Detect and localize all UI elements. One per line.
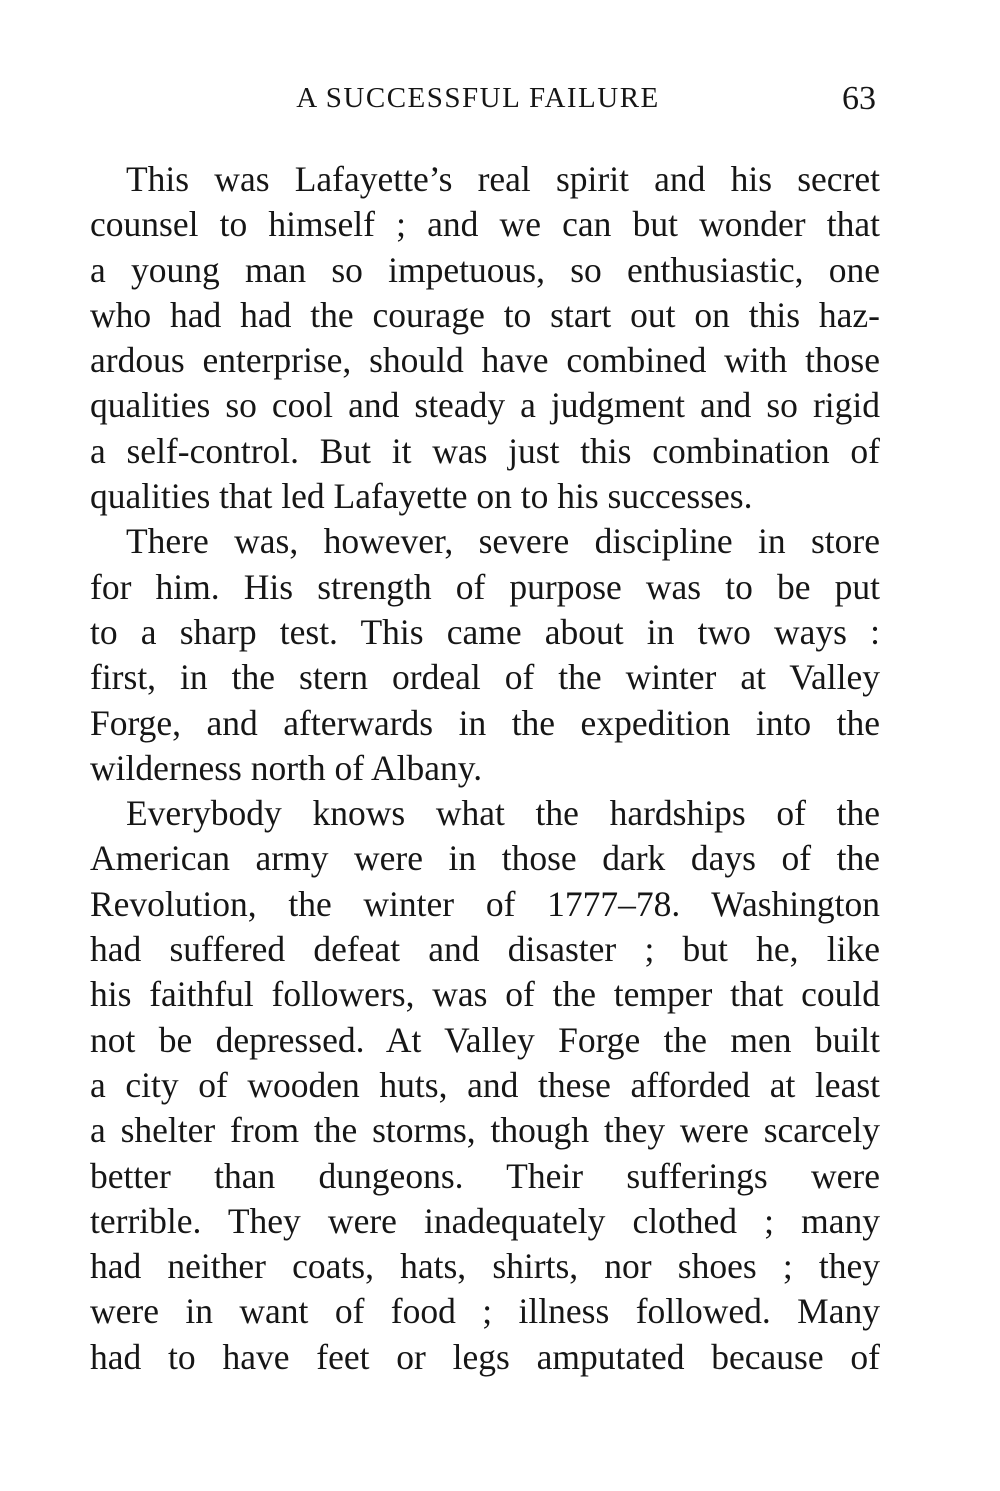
text-line: Forge, and afterwards in the expedition into the — [90, 702, 880, 743]
text-line: qualities that led Lafayette on to his successes. — [90, 476, 753, 517]
text-line: ardous enterprise, should have combined with those — [90, 340, 880, 381]
text-line: for him. His strength of purpose was to be put — [90, 566, 880, 607]
text-line: had neither coats, hats, shirts, nor shoes ; they — [90, 1246, 880, 1287]
text-line: Everybody knows what the hardships of the — [126, 793, 880, 834]
page-number: 63 — [842, 80, 876, 117]
text-line: better than dungeons. Their sufferings were — [90, 1155, 880, 1196]
text-line: wilderness north of Albany. — [90, 747, 483, 788]
text-line: terrible. They were inadequately clothed ; many — [90, 1200, 880, 1241]
paragraph-valley-forge — [90, 791, 880, 1380]
text-line: There was, however, severe discipline in store — [126, 521, 880, 562]
text-line: had suffered defeat and disaster ; but he, like — [90, 929, 880, 970]
text-line: were in want of food ; illness followed. Many — [90, 1291, 880, 1332]
text-line: a young man so impetuous, so enthusiastic, one — [90, 249, 880, 290]
text-line: who had had the courage to start out on this haz- — [90, 294, 880, 335]
text-line: American army were in those dark days of the — [90, 838, 880, 879]
text-line: a city of wooden huts, and these afforded at least — [90, 1064, 880, 1105]
paragraph-lafayette-spirit — [90, 157, 880, 519]
paragraph-discipline — [90, 519, 880, 791]
text-line: qualities so cool and steady a judgment and so rigid — [90, 385, 880, 426]
text-line: counsel to himself ; and we can but wonder that — [90, 204, 880, 245]
text-line: Revolution, the winter of 1777–78. Washington — [90, 883, 880, 924]
body-text — [90, 157, 880, 1380]
text-line: a shelter from the storms, though they were scarcely — [90, 1110, 880, 1151]
text-line: first, in the stern ordeal of the winter at Valley — [90, 657, 880, 698]
text-line: a self-control. But it was just this combination of — [90, 430, 880, 471]
running-head — [90, 82, 880, 126]
text-line: This was Lafayette’s real spirit and his secret — [126, 159, 880, 199]
text-line: his faithful followers, was of the temper that could — [90, 974, 880, 1015]
running-title: A SUCCESSFUL FAILURE — [296, 82, 660, 114]
text-line: not be depressed. At Valley Forge the men built — [90, 1019, 880, 1060]
text-line: had to have feet or legs amputated because of — [90, 1336, 880, 1377]
text-line: to a sharp test. This came about in two ways : — [90, 611, 880, 652]
